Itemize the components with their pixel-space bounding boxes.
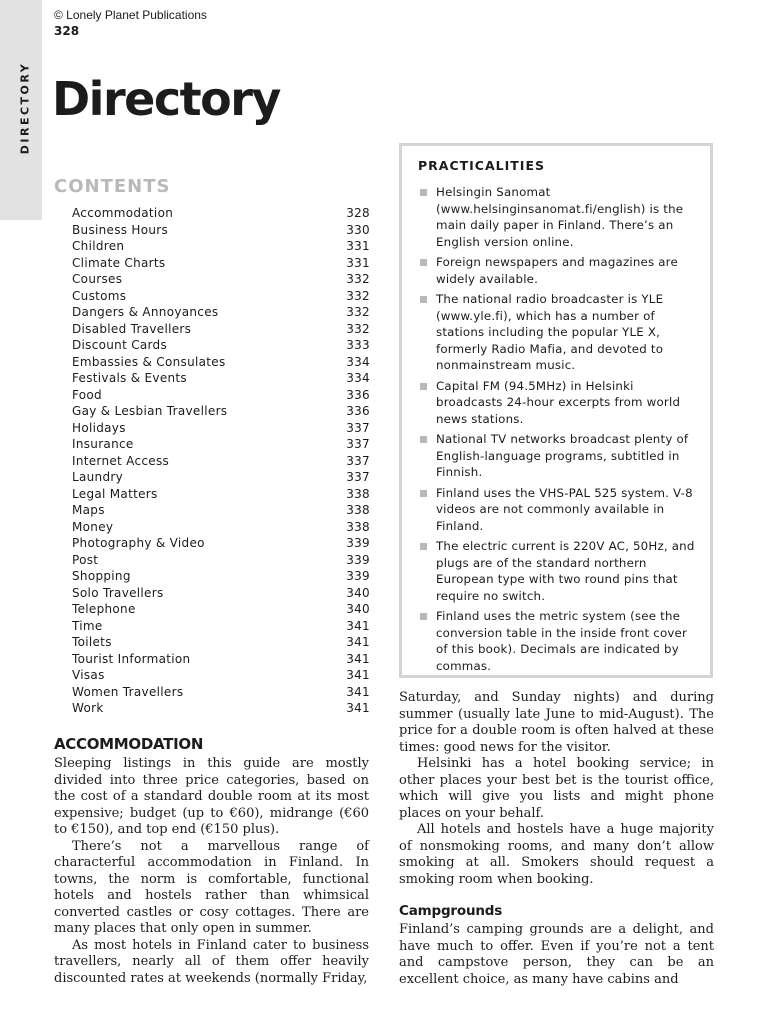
practicalities-item: [418, 608, 696, 674]
section-heading-accommodation: ACCOMMODATION: [54, 735, 204, 753]
contents-item-page: 341: [346, 684, 370, 699]
contents-item[interactable]: [72, 535, 370, 552]
practicalities-item-text: Finland uses the VHS-PAL 525 system. V-8 videos are not commonly available in Finland.: [436, 485, 693, 533]
contents-item-page: 338: [346, 486, 370, 501]
contents-item-page: 337: [346, 453, 370, 468]
contents-item-page: 334: [346, 354, 370, 369]
contents-item-page: 333: [346, 338, 370, 352]
contents-item-label: Business Hours: [72, 222, 169, 237]
contents-item-label: Maps: [72, 503, 105, 517]
contents-item[interactable]: [72, 271, 370, 288]
practicalities-heading: PRACTICALITIES: [418, 158, 545, 173]
contents-item-label: Gay & Lesbian Travellers: [72, 404, 228, 418]
square-bullet-icon: [420, 383, 427, 390]
side-tab-label: DIRECTORY: [18, 61, 32, 155]
contents-item[interactable]: [72, 651, 370, 668]
practicalities-item-text: Capital FM (94.5MHz) in Helsinki broadcasts 24-hour excerpts from world news stations.: [436, 378, 681, 426]
practicalities-box: [399, 143, 713, 678]
contents-item-label: Legal Matters: [72, 486, 158, 501]
contents-item-label: Accommodation: [72, 206, 174, 220]
contents-item-label: Internet Access: [72, 453, 170, 468]
contents-item[interactable]: [72, 337, 370, 354]
contents-item-page: 341: [346, 635, 370, 649]
contents-item-page: 336: [346, 387, 370, 402]
page-number: 328: [54, 24, 80, 38]
contents-item-label: Children: [72, 239, 125, 253]
contents-item-page: 339: [346, 552, 370, 567]
contents-item-label: Shopping: [72, 569, 131, 583]
practicalities-item-text: Finland uses the metric system (see the conversion table in the inside front cover of this book). Decimals are indicated by commas.: [436, 609, 688, 673]
contents-item[interactable]: [72, 601, 370, 618]
contents-item-label: Post: [72, 552, 99, 567]
contents-item[interactable]: [72, 354, 370, 371]
contents-item[interactable]: [72, 288, 370, 305]
contents-item-page: 340: [346, 602, 370, 616]
practicalities-item: [418, 254, 696, 287]
contents-item[interactable]: [72, 519, 370, 536]
contents-item[interactable]: [72, 700, 370, 717]
contents-item-page: 341: [346, 701, 370, 715]
contents-item-label: Visas: [72, 668, 105, 682]
contents-item-label: Dangers & Annoyances: [72, 305, 219, 319]
square-bullet-icon: [420, 543, 427, 550]
subheading-campgrounds: Campgrounds: [399, 903, 503, 919]
contents-heading: CONTENTS: [54, 176, 171, 197]
practicalities-item-text: Helsingin Sanomat (www.helsinginsanomat.fi/english) is the main daily paper in Finland. There’s an English version online.: [436, 185, 684, 249]
contents-item-label: Tourist Information: [72, 651, 191, 666]
contents-item-page: 341: [346, 651, 370, 666]
contents-item-page: 341: [346, 668, 370, 682]
contents-item[interactable]: [72, 222, 370, 239]
contents-item-label: Climate Charts: [72, 255, 166, 270]
contents-item-label: Toilets: [72, 635, 112, 649]
contents-item-page: 340: [346, 585, 370, 600]
contents-item-label: Photography & Video: [72, 536, 205, 550]
contents-item[interactable]: [72, 502, 370, 519]
contents-item-page: 332: [346, 305, 370, 319]
contents-item-page: 332: [346, 288, 370, 303]
contents-item-page: 334: [346, 371, 370, 385]
contents-item[interactable]: [72, 585, 370, 602]
contents-item-page: 330: [346, 222, 370, 237]
contents-item[interactable]: [72, 205, 370, 222]
contents-item-page: 339: [346, 569, 370, 583]
contents-item-label: Discount Cards: [72, 338, 168, 352]
contents-item-label: Courses: [72, 272, 123, 286]
contents-item-label: Women Travellers: [72, 684, 184, 699]
paragraph: Sleeping listings in this guide are mostly divided into three price categories, based on the cost of a standard double room at its most expensive; budget (up to €60), midrange (€60 to €150), and top end (€150 plus).: [54, 756, 369, 837]
contents-item[interactable]: [72, 453, 370, 470]
contents-item-page: 331: [346, 255, 370, 270]
practicalities-item: [418, 378, 696, 428]
practicalities-item: [418, 431, 696, 481]
practicalities-item: [418, 291, 696, 374]
square-bullet-icon: [420, 613, 427, 620]
square-bullet-icon: [420, 259, 427, 266]
paragraph: Saturday, and Sunday nights) and during summer (usually late June to mid-August). The price for a double room is often halved at these times: good news for the visitor.: [399, 690, 714, 755]
contents-item-page: 328: [346, 206, 370, 220]
contents-item-label: Telephone: [72, 602, 136, 616]
practicalities-item: [418, 538, 696, 604]
page-title: Directory: [52, 72, 280, 126]
contents-item[interactable]: [72, 420, 370, 437]
contents-item-page: 332: [346, 272, 370, 286]
square-bullet-icon: [420, 490, 427, 497]
contents-item-label: Embassies & Consulates: [72, 354, 226, 369]
square-bullet-icon: [420, 436, 427, 443]
contents-item[interactable]: [72, 255, 370, 272]
contents-item-page: 337: [346, 470, 370, 484]
contents-item[interactable]: [72, 387, 370, 404]
contents-item[interactable]: [72, 238, 370, 255]
paragraph: Helsinki has a hotel booking service; in other places your best bet is the tourist office, which will give you lists and might phone places on your behalf.: [399, 756, 714, 821]
contents-item-page: 341: [346, 618, 370, 633]
contents-item-page: 337: [346, 437, 370, 451]
practicalities-list: [418, 184, 696, 674]
paragraph: There’s not a marvellous range of characterful accommodation in Finland. In towns, the norm is comfortable, functional hotels and hostels rather than whimsical converted castles or cosy cottages. There are many places that only open in summer.: [54, 838, 369, 936]
practicalities-item: [418, 485, 696, 535]
contents-item-label: Food: [72, 387, 102, 402]
square-bullet-icon: [420, 189, 427, 196]
contents-item-page: 331: [346, 239, 370, 253]
practicalities-item: [418, 184, 696, 250]
contents-item-label: Solo Travellers: [72, 585, 164, 600]
contents-item[interactable]: [72, 436, 370, 453]
contents-item-page: 336: [346, 404, 370, 418]
contents-item[interactable]: [72, 486, 370, 503]
publisher-credit: © Lonely Planet Publications: [54, 8, 207, 22]
contents-item[interactable]: [72, 667, 370, 684]
contents-item[interactable]: [72, 403, 370, 420]
contents-item-page: 339: [346, 536, 370, 550]
contents-item[interactable]: [72, 552, 370, 569]
accommodation-body: [54, 756, 369, 987]
paragraph: All hotels and hostels have a huge majority of nonsmoking rooms, and many don’t allow smoking at all. Smokers should request a smoking room when booking.: [399, 822, 714, 887]
contents-item-label: Customs: [72, 288, 127, 303]
contents-list: [72, 205, 370, 717]
contents-item[interactable]: [72, 304, 370, 321]
practicalities-item-text: National TV networks broadcast plenty of English-language programs, subtitled in Finnish.: [436, 432, 689, 479]
contents-item[interactable]: [72, 469, 370, 486]
contents-item-page: 332: [346, 321, 370, 336]
paragraph: As most hotels in Finland cater to business travellers, nearly all of them offer heavily discounted rates at weekends (normally Friday,: [54, 937, 369, 986]
contents-item-page: 338: [346, 503, 370, 517]
campgrounds-body: [399, 922, 714, 988]
contents-item[interactable]: [72, 618, 370, 635]
contents-item-label: Disabled Travellers: [72, 321, 192, 336]
paragraph: Finland’s camping grounds are a delight, and have much to offer. Even if you’re not a tent and campstove person, they can be an excellent choice, as many have cabins and: [399, 922, 714, 987]
contents-item-label: Laundry: [72, 470, 124, 484]
accommodation-body-continued: [399, 690, 714, 888]
contents-item-page: 338: [346, 519, 370, 534]
contents-item-label: Time: [72, 618, 103, 633]
contents-item-label: Money: [72, 519, 114, 534]
contents-item[interactable]: [72, 684, 370, 701]
contents-item-label: Festivals & Events: [72, 371, 187, 385]
contents-item-label: Holidays: [72, 420, 126, 435]
contents-item[interactable]: [72, 321, 370, 338]
contents-item[interactable]: [72, 634, 370, 651]
contents-item[interactable]: [72, 370, 370, 387]
practicalities-item-text: Foreign newspapers and magazines are widely available.: [436, 255, 678, 286]
square-bullet-icon: [420, 296, 427, 303]
practicalities-item-text: The national radio broadcaster is YLE (www.yle.fi), which has a number of stations including the popular YLE X, formerly Radio Mafia, and devoted to nonmainstream music.: [436, 292, 664, 372]
contents-item-page: 337: [346, 420, 370, 435]
contents-item-label: Work: [72, 701, 104, 715]
practicalities-item-text: The electric current is 220V AC, 50Hz, and plugs are of the standard northern European type with two round pins that require no switch.: [436, 539, 695, 603]
contents-item[interactable]: [72, 568, 370, 585]
side-tab: [0, 0, 42, 220]
contents-item-label: Insurance: [72, 437, 134, 451]
